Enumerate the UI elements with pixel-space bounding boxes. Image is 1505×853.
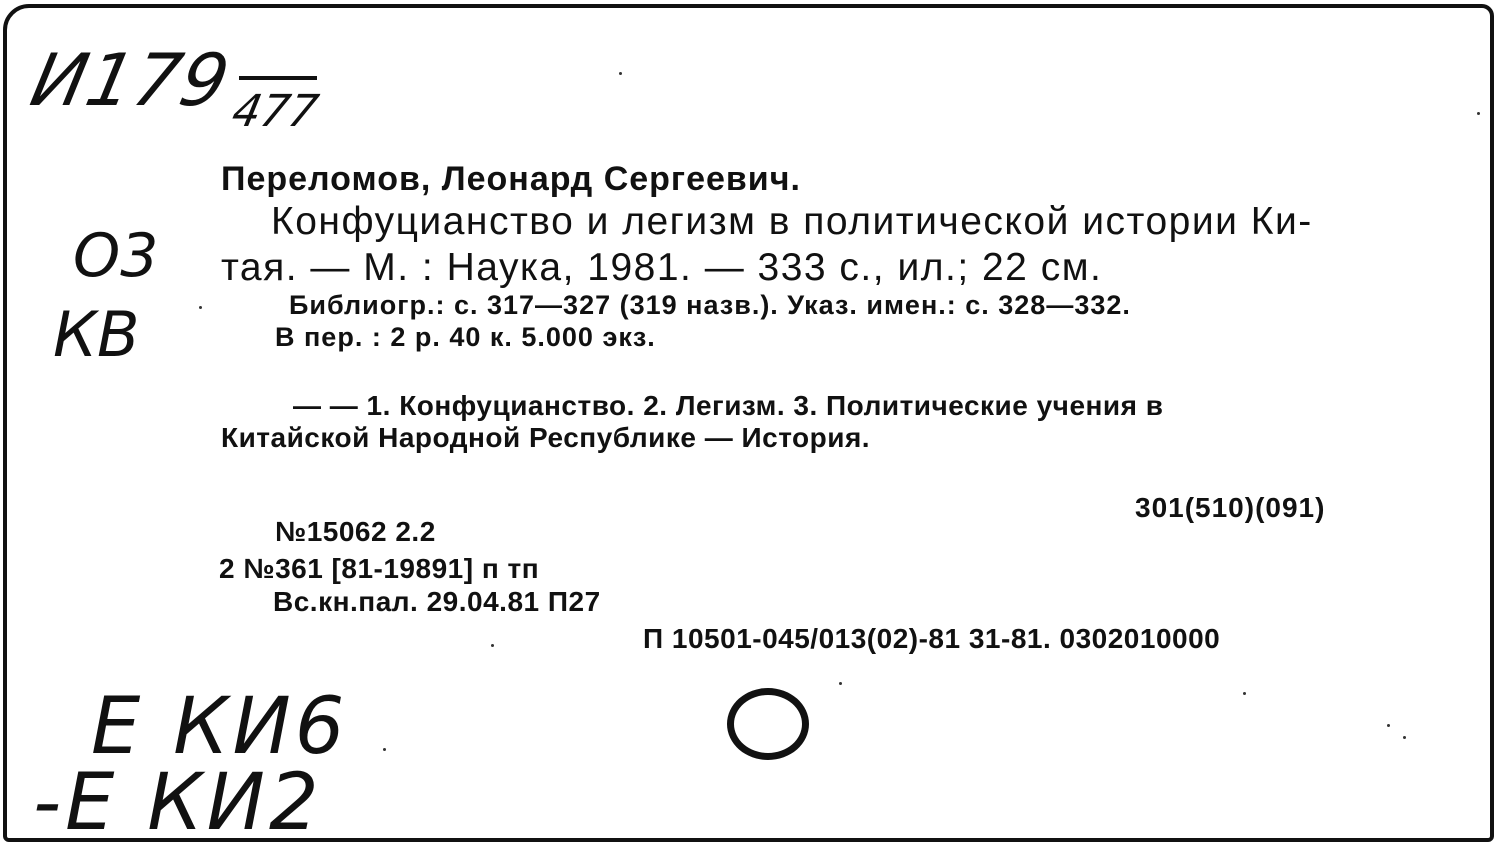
card-bibliography: Библиогр.: с. 317—327 (319 назв.). Указ. имен.: с. 328—332. [289,290,1131,320]
catalog-card [3,4,1494,842]
punch-hole [727,688,809,760]
handwritten-shelf-mark-2: -Е КИ2 [33,758,323,842]
speck [1387,724,1390,727]
card-number-3: Вс.кн.пал. 29.04.81 П27 [273,586,601,617]
speck [1477,112,1480,115]
handwritten-call-number: И179 [24,38,238,122]
card-subjects-line-2: Китайской Народной Республике — История. [221,422,871,453]
card-title-line-1: Конфуцианство и легизм в политической истории Ки- [271,200,1313,243]
handwritten-mark-kb: КВ [53,298,140,371]
card-number-2: 2 №361 [81-19891] п тп [219,553,540,584]
speck [839,682,842,685]
speck [1243,692,1246,695]
speck [619,72,622,75]
handwritten-call-number-sub: 477 [227,86,323,137]
handwritten-shelf-mark-1: Е КИ6 [91,682,349,772]
card-price: В пер. : 2 р. 40 к. 5.000 экз. [275,322,656,352]
speck [491,644,494,647]
speck [383,748,386,751]
card-title-line-2: тая. — М. : Наука, 1981. — 333 с., ил.; 22 см. [221,246,1103,289]
card-classification: 301(510)(091) [1135,492,1326,523]
card-code: П 10501-045/013(02)-81 31-81. 0302010000 [643,623,1221,654]
speck [199,306,202,309]
card-subjects-line-1: — — 1. Конфуцианство. 2. Легизм. 3. Политические учения в [293,390,1164,421]
card-number-1: №15062 2.2 [275,516,436,547]
handwritten-mark-o3: О3 [73,221,159,291]
card-author: Переломов, Леонард Сергеевич. [221,160,801,198]
call-number-underline [239,76,317,80]
speck [1403,736,1406,739]
